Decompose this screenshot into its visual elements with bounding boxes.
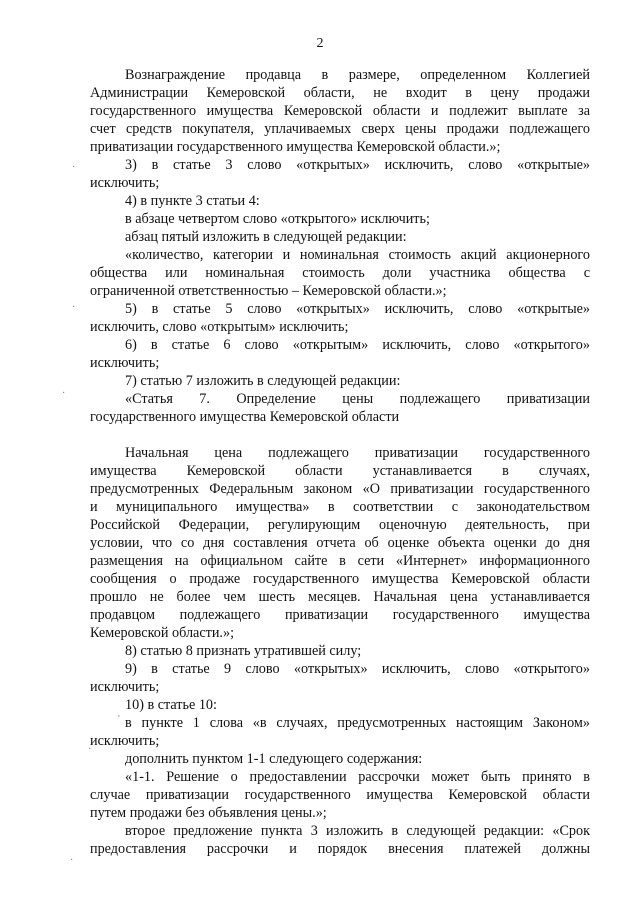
text-line: «1-1. Решение о предоставлении рассрочки может быть принято в — [125, 769, 590, 785]
text-line: абзац пятый изложить в следующей редакции: — [125, 229, 407, 245]
text-line: «количество, категории и номинальная стоимость акций акционерного — [125, 247, 590, 263]
text-line: 8) статью 8 признать утратившей силу; — [125, 643, 362, 659]
scan-speck: · — [72, 162, 76, 173]
text-line: второе предложение пункта 3 изложить в следующей редакции: «Срок — [125, 823, 590, 839]
text-line: общества или номинальная стоимость доли участника общества с — [90, 265, 590, 281]
scan-speck: · — [70, 855, 74, 866]
page-number: 2 — [316, 36, 324, 51]
text-line: исключить, слово «открытым» исключить; — [90, 319, 349, 335]
text-line: «Статья 7. Определение цены подлежащего приватизации — [125, 391, 590, 407]
text-line: прошло не более чем шесть месяцев. Начальная цена устанавливается — [90, 589, 590, 605]
scan-speck: · — [62, 388, 66, 399]
text-line: Российской Федерации, регулирующим оценочную деятельность, при — [90, 517, 590, 533]
text-line: государственного имущества Кемеровской области и подлежит выплате за — [90, 103, 590, 119]
scan-speck: · — [72, 302, 76, 313]
scan-speck: · — [88, 744, 92, 755]
text-line: размещения на официальном сайте в сети «Интернет» информационного — [90, 553, 590, 569]
text-line: 6) в статье 6 слово «открытым» исключить, слово «открытого» — [125, 337, 590, 353]
text-line: 3) в статье 3 слово «открытых» исключить, слово «открытые» — [125, 157, 590, 173]
text-line: 9) в статье 9 слово «открытых» исключить, слово «открытого» — [125, 661, 590, 677]
text-line: исключить; — [90, 679, 160, 695]
text-line: сообщения о продаже государственного имущества Кемеровской области — [90, 571, 590, 587]
text-line: в абзаце четвертом слово «открытого» исключить; — [125, 211, 430, 227]
text-line: государственного имущества Кемеровской области — [90, 409, 400, 425]
text-line: ограниченной ответственностью – Кемеровской области.»; — [90, 283, 447, 299]
text-line: 10) в статье 10: — [125, 697, 217, 713]
text-line: 7) статью 7 изложить в следующей редакции: — [125, 373, 401, 389]
text-line: и муниципального имущества» в соответствии с законодательством — [90, 499, 590, 515]
text-line: счет средств покупателя, уплачиваемых сверх цены продажи подлежащего — [90, 121, 590, 137]
text-line: предоставления рассрочки и порядок внесения платежей должны — [90, 841, 590, 857]
text-line: Вознаграждение продавца в размере, определенном Коллегией — [125, 67, 590, 83]
text-line: продавцом подлежащего приватизации государственного имущества — [90, 607, 590, 623]
text-line: исключить; — [90, 355, 160, 371]
text-line: предусмотренных Федеральным законом «О приватизации государственного — [90, 481, 590, 497]
text-line: Начальная цена подлежащего приватизации государственного — [125, 445, 590, 461]
text-line: в пункте 1 слова «в случаях, предусмотренных настоящим Законом» — [125, 715, 590, 731]
text-line: Кемеровской области.»; — [90, 625, 235, 641]
text-line: приватизации государственного имущества Кемеровской области.»; — [90, 139, 501, 155]
text-line: Администрации Кемеровской области, не входит в цену продажи — [90, 85, 590, 101]
text-line: дополнить пунктом 1-1 следующего содержания: — [125, 751, 423, 767]
scan-speck: ' — [118, 714, 120, 725]
text-line: путем продажи без объявления цены.»; — [90, 805, 327, 821]
text-line: имущества Кемеровской области устанавливается в случаях, — [90, 463, 590, 479]
text-line: случае приватизации государственного имущества Кемеровской области — [90, 787, 590, 803]
text-line: 5) в статье 5 слово «открытых» исключить, слово «открытые» — [125, 301, 590, 317]
text-line: исключить; — [90, 733, 160, 749]
text-line: условии, что со дня составления отчета об оценке объекта оценки до дня — [90, 535, 590, 551]
text-line: 4) в пункте 3 статьи 4: — [125, 193, 260, 209]
text-line: исключить; — [90, 175, 160, 191]
